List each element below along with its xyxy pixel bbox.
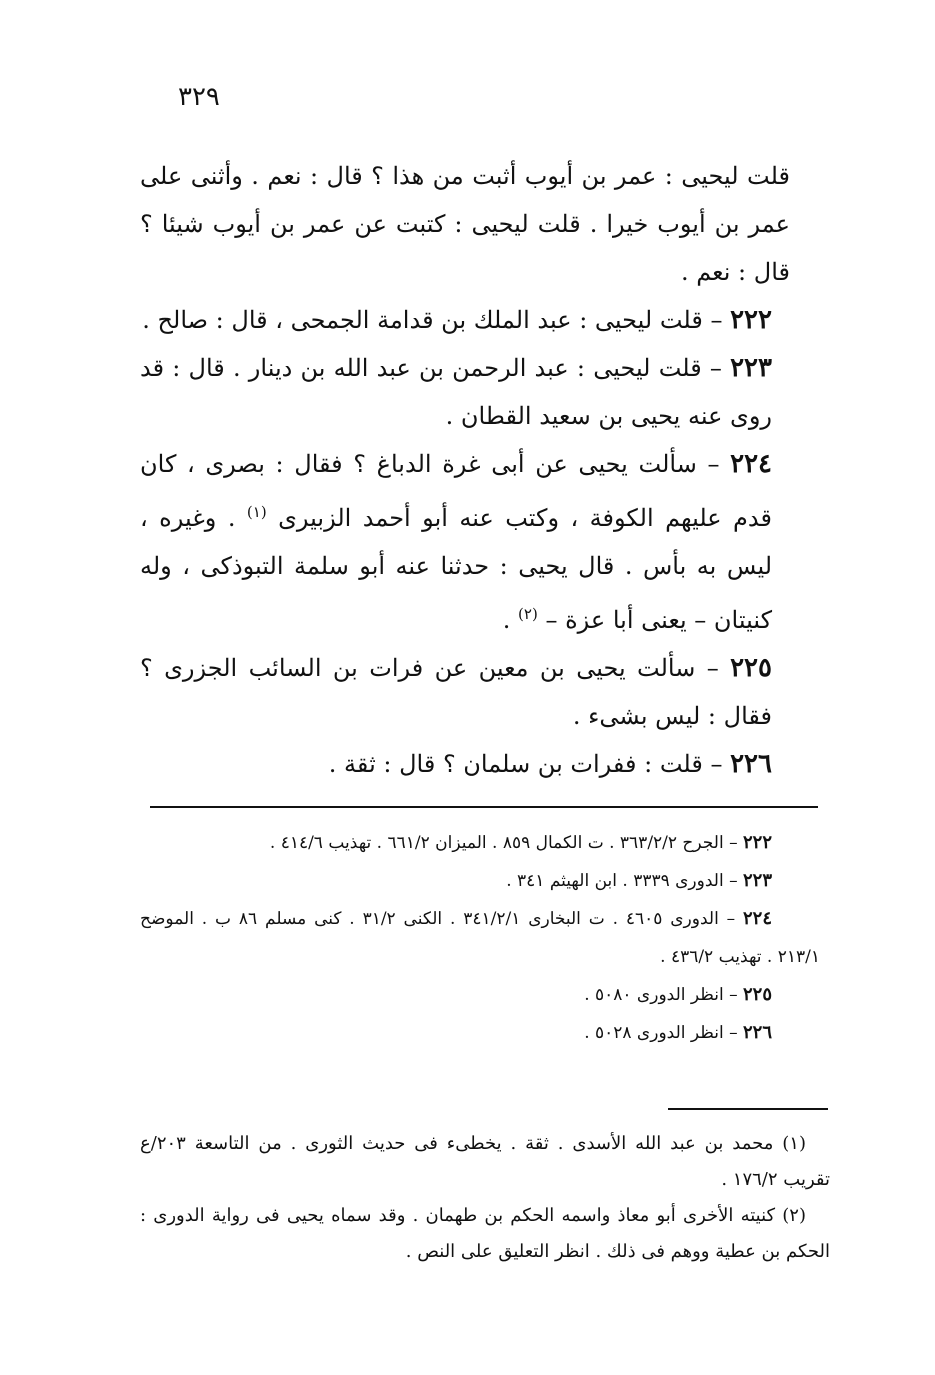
footnotes-divider (668, 1108, 828, 1110)
main-text (140, 152, 820, 788)
paragraph-225: ٢٢٥ – سألت يحيى بن معين عن فرات بن السائب الجزرى ؟ فقال : ليس بشىء . (140, 653, 772, 730)
footnotes (140, 1126, 830, 1270)
paragraph-222: ٢٢٢ – قلت ليحيى : عبد الملك بن قدامة الجمحى ، قال : صالح . (142, 305, 772, 335)
note-226: ٢٢٦ – انظر الدورى ٥٠٢٨ . (584, 1022, 772, 1043)
note-223: ٢٢٣ – الدورى ٣٣٣٩ . ابن الهيثم ٣٤١ . (506, 870, 772, 891)
page-number: ٣٢٩ (178, 82, 220, 112)
footnote-1: (١) محمد بن عبد الله الأسدى . ثقة . يخطىء فى حديث الثورى . من التاسعة ٢٠٣/ع تقريب ١٧٦/٢ . (140, 1133, 830, 1190)
note-222: ٢٢٢ – الجرح ٣٦٣/٢/٢ . ت الكمال ٨٥٩ . الميزان ٦٦١/٢ . تهذيب ٤١٤/٦ . (269, 832, 772, 853)
entry-number: ٢٢٣ (730, 353, 772, 383)
entry-number: ٢٢٤ (730, 449, 773, 479)
paragraph-223: ٢٢٣ – قلت ليحيى : عبد الرحمن بن عبد الله بن دينار . قال : قد روى عنه يحيى بن سعيد القطان . (140, 353, 772, 430)
entry-number: ٢٢٥ (730, 653, 772, 683)
note-225: ٢٢٥ – انظر الدورى ٥٠٨٠ . (584, 984, 772, 1005)
footnote-2: (٢) كنيته الأخرى أبو معاذ واسمه الحكم بن طهمان . وقد سماه يحيى فى رواية الدورى : الحكم بن عطية ووهم فى ذلك . انظر التعليق على النص . (140, 1205, 830, 1262)
source-notes (140, 824, 820, 1052)
paragraph-221-continuation: قلت ليحيى : عمر بن أيوب أثبت من هذا ؟ قال : نعم . وأثنى على عمر بن أيوب خيرا . قلت ليحيى : كتبت عن عمر بن أيوب شيئا ؟ قال : نعم . (140, 162, 790, 286)
paragraph-226: ٢٢٦ – قلت : ففرات بن سلمان ؟ قال : ثقة . (328, 749, 772, 779)
entry-number: ٢٢٦ (730, 749, 772, 779)
footnote-ref-2: (٢) (518, 605, 538, 623)
entry-number: ٢٢٢ (730, 305, 772, 335)
note-224: ٢٢٤ – الدورى ٤٦٠٥ . ت البخارى ٣٤١/٢/١ . الكنى ٣١/٢ . كنى مسلم ٨٦ ب . الموضح ٢١٣/١ . تهذيب ٤٣٦/٢ . (140, 908, 820, 967)
footnote-ref-1: (١) (246, 503, 267, 521)
paragraph-224: ٢٢٤ – سألت يحيى عن أبى غرة الدباغ ؟ فقال : بصرى ، كان قدم عليهم الكوفة ، وكتب عنه أبو أحمد الزبيرى $^{(١)}$ . وغيره ، ليس به بأس . قال يحيى : حدثنا عنه أبو سلمة التبوذكى ، وله كنيتان – يعنى أبا عزة – $^{(٢)}$ . (140, 449, 773, 634)
notes-divider (150, 806, 818, 808)
